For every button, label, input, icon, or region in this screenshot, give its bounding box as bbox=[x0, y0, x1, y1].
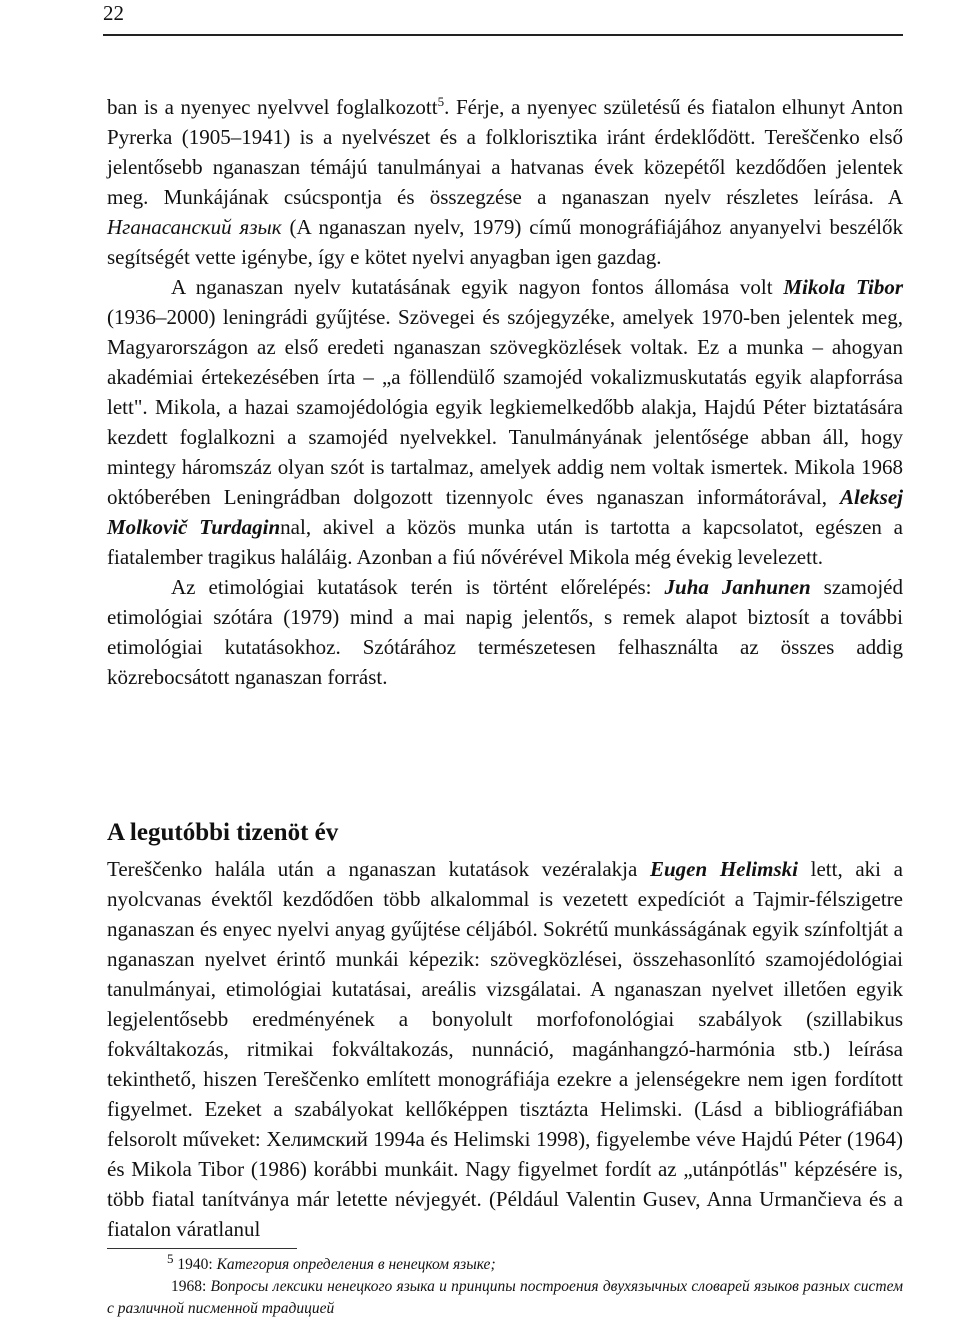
footnotes bbox=[107, 1250, 903, 1320]
paragraph: A nganaszan nyelv kutatásának egyik nagyon fontos állomása volt Mikola Tibor (1936–2000) leningrádi gyűjtése. Szövegei és szójegyzéke, amelyek 1970-ben jelentek meg, Magyarországon az első eredeti nganaszan szövegközlések voltak. Ez a munka – ahogyan akadémiai értekezésében írta – „a föllendülő szamojéd vokalizmuskutatás egyik alapforrása lett". Mikola, a hazai szamojédológia egyik legkiemelkedőbb alakja, Hajdú Péter biztatására kezdett foglalkozni a szamojéd nyelvekkel. Tanulmányának jelentősége abban áll, hogy mintegy háromszáz olyan szót is tartalmaz, amelyek addig nem voltak ismertek. Mikola 1968 októberében Leningrádban dolgozott tizennyolc éves nganaszan informátorával, Aleksej Molkovič Turdaginnal, akivel a közös munka után is tartotta a kapcsolatot, egészen a fiatalember tragikus haláláig. Azonban a fiú nővérével Mikola még évekig levelezett. bbox=[107, 275, 903, 569]
paragraph: Az etimológiai kutatások terén is történt előrelépés: Juha Janhunen szamojéd etimológiai szótára (1979) mind a mai napig jelentős, s remek alapot biztosít a további etimológiai kutatásokhoz. Szótárához természetesen felhasználta az összes addig közrebocsátott nganaszan forrást. bbox=[107, 575, 903, 689]
footnote: 1968: Вопросы лексики ненецкогo языка и принципы построения двухязычных словарей языков разных систем с различной писменной традицией bbox=[107, 1278, 903, 1317]
person-name: Mikola Tibor bbox=[783, 275, 903, 299]
header-rule bbox=[103, 34, 903, 36]
intro-text bbox=[107, 92, 903, 692]
footnote: $^5$ 1940: Категория определения в ненецком языке; bbox=[167, 1250, 496, 1273]
person-name: Eugen Helimski bbox=[649, 857, 798, 881]
paragraph: ban is a nyenyec nyelvvel foglalkozott$^5$. Férje, a nyenyec születésű és fiatalon elhunyt Anton Pyrerka (1905–1941) is a nyelvészet és a folklorisztika iránt érdeklődött. Tereščenko első jelentősebb nganaszan témájú tanulmányai a hatvanas évek közepétől kezdődően jelentek meg. Munkájának csúcspontja és összegzése a nganaszan nyelv részletes leírása. A Нганасанский язык (A nganaszan nyelv, 1979) című monográfiájához anyanyelvi beszélők segítségét vette igénybe, így e kötet nyelvi anyagban igen gazdag. bbox=[107, 94, 903, 269]
footnote-ref: 5 bbox=[437, 94, 445, 109]
page-number: 22 bbox=[103, 1, 124, 25]
footnote-mark: 5 bbox=[167, 1250, 174, 1266]
book-title: Нганасанский язык bbox=[107, 215, 282, 239]
person-name: Juha Janhunen bbox=[664, 575, 811, 599]
footnote-separator bbox=[107, 1248, 297, 1249]
paragraph: Tereščenko halála után a nganaszan kutatások vezéralakja Eugen Helimski lett, aki a nyolcvanas évektől kezdődően több alkalommal is vezetett expedíciót a Tajmir-félszigetre nganaszan és enyec nyelvi anyag gyűjtése céljából. Sokrétű munkásságának egyik színfoltját a nganaszan nyelvet érintő munkái képezik: szövegközlései, összehasonlító szamojédológiai tanulmányai, etimológiai kutatásai, areális vizsgálatai. A nganaszan nyelvet illetően egyik legjelentősebb eredményének a bonyolult morfofonológiai szabályok (szillabikus fokváltakozás, ritmikai fokváltakozás, nunnáció, magánhangzó-harmónia stb.) leírása tekinthető, hiszen Tereščenko említett monográfiája ezekre a jelenségekre nem igen fordított figyelmet. Ezeket a szabályokat kellőképpen tisztázta Helimski. (Lásd a bibliográfiában felsorolt műveket: Хелимский 1994a és Helimski 1998), figyelembe véve Hajdú Péter (1964) és Mikola Tibor (1986) korábbi munkáit. Nagy figyelmet fordít az „utánpótlás" képzésére is, több fiatal tanítványa már letette névjegyét. (Például Valentin Gusev, Anna Urmančieva és a fiatalon váratlanul bbox=[107, 857, 903, 1241]
person-name: Aleksej Molkovič Turdagin bbox=[107, 485, 903, 539]
section-heading: A legutóbbi tizenöt év bbox=[107, 819, 339, 846]
section-text bbox=[107, 854, 903, 1244]
